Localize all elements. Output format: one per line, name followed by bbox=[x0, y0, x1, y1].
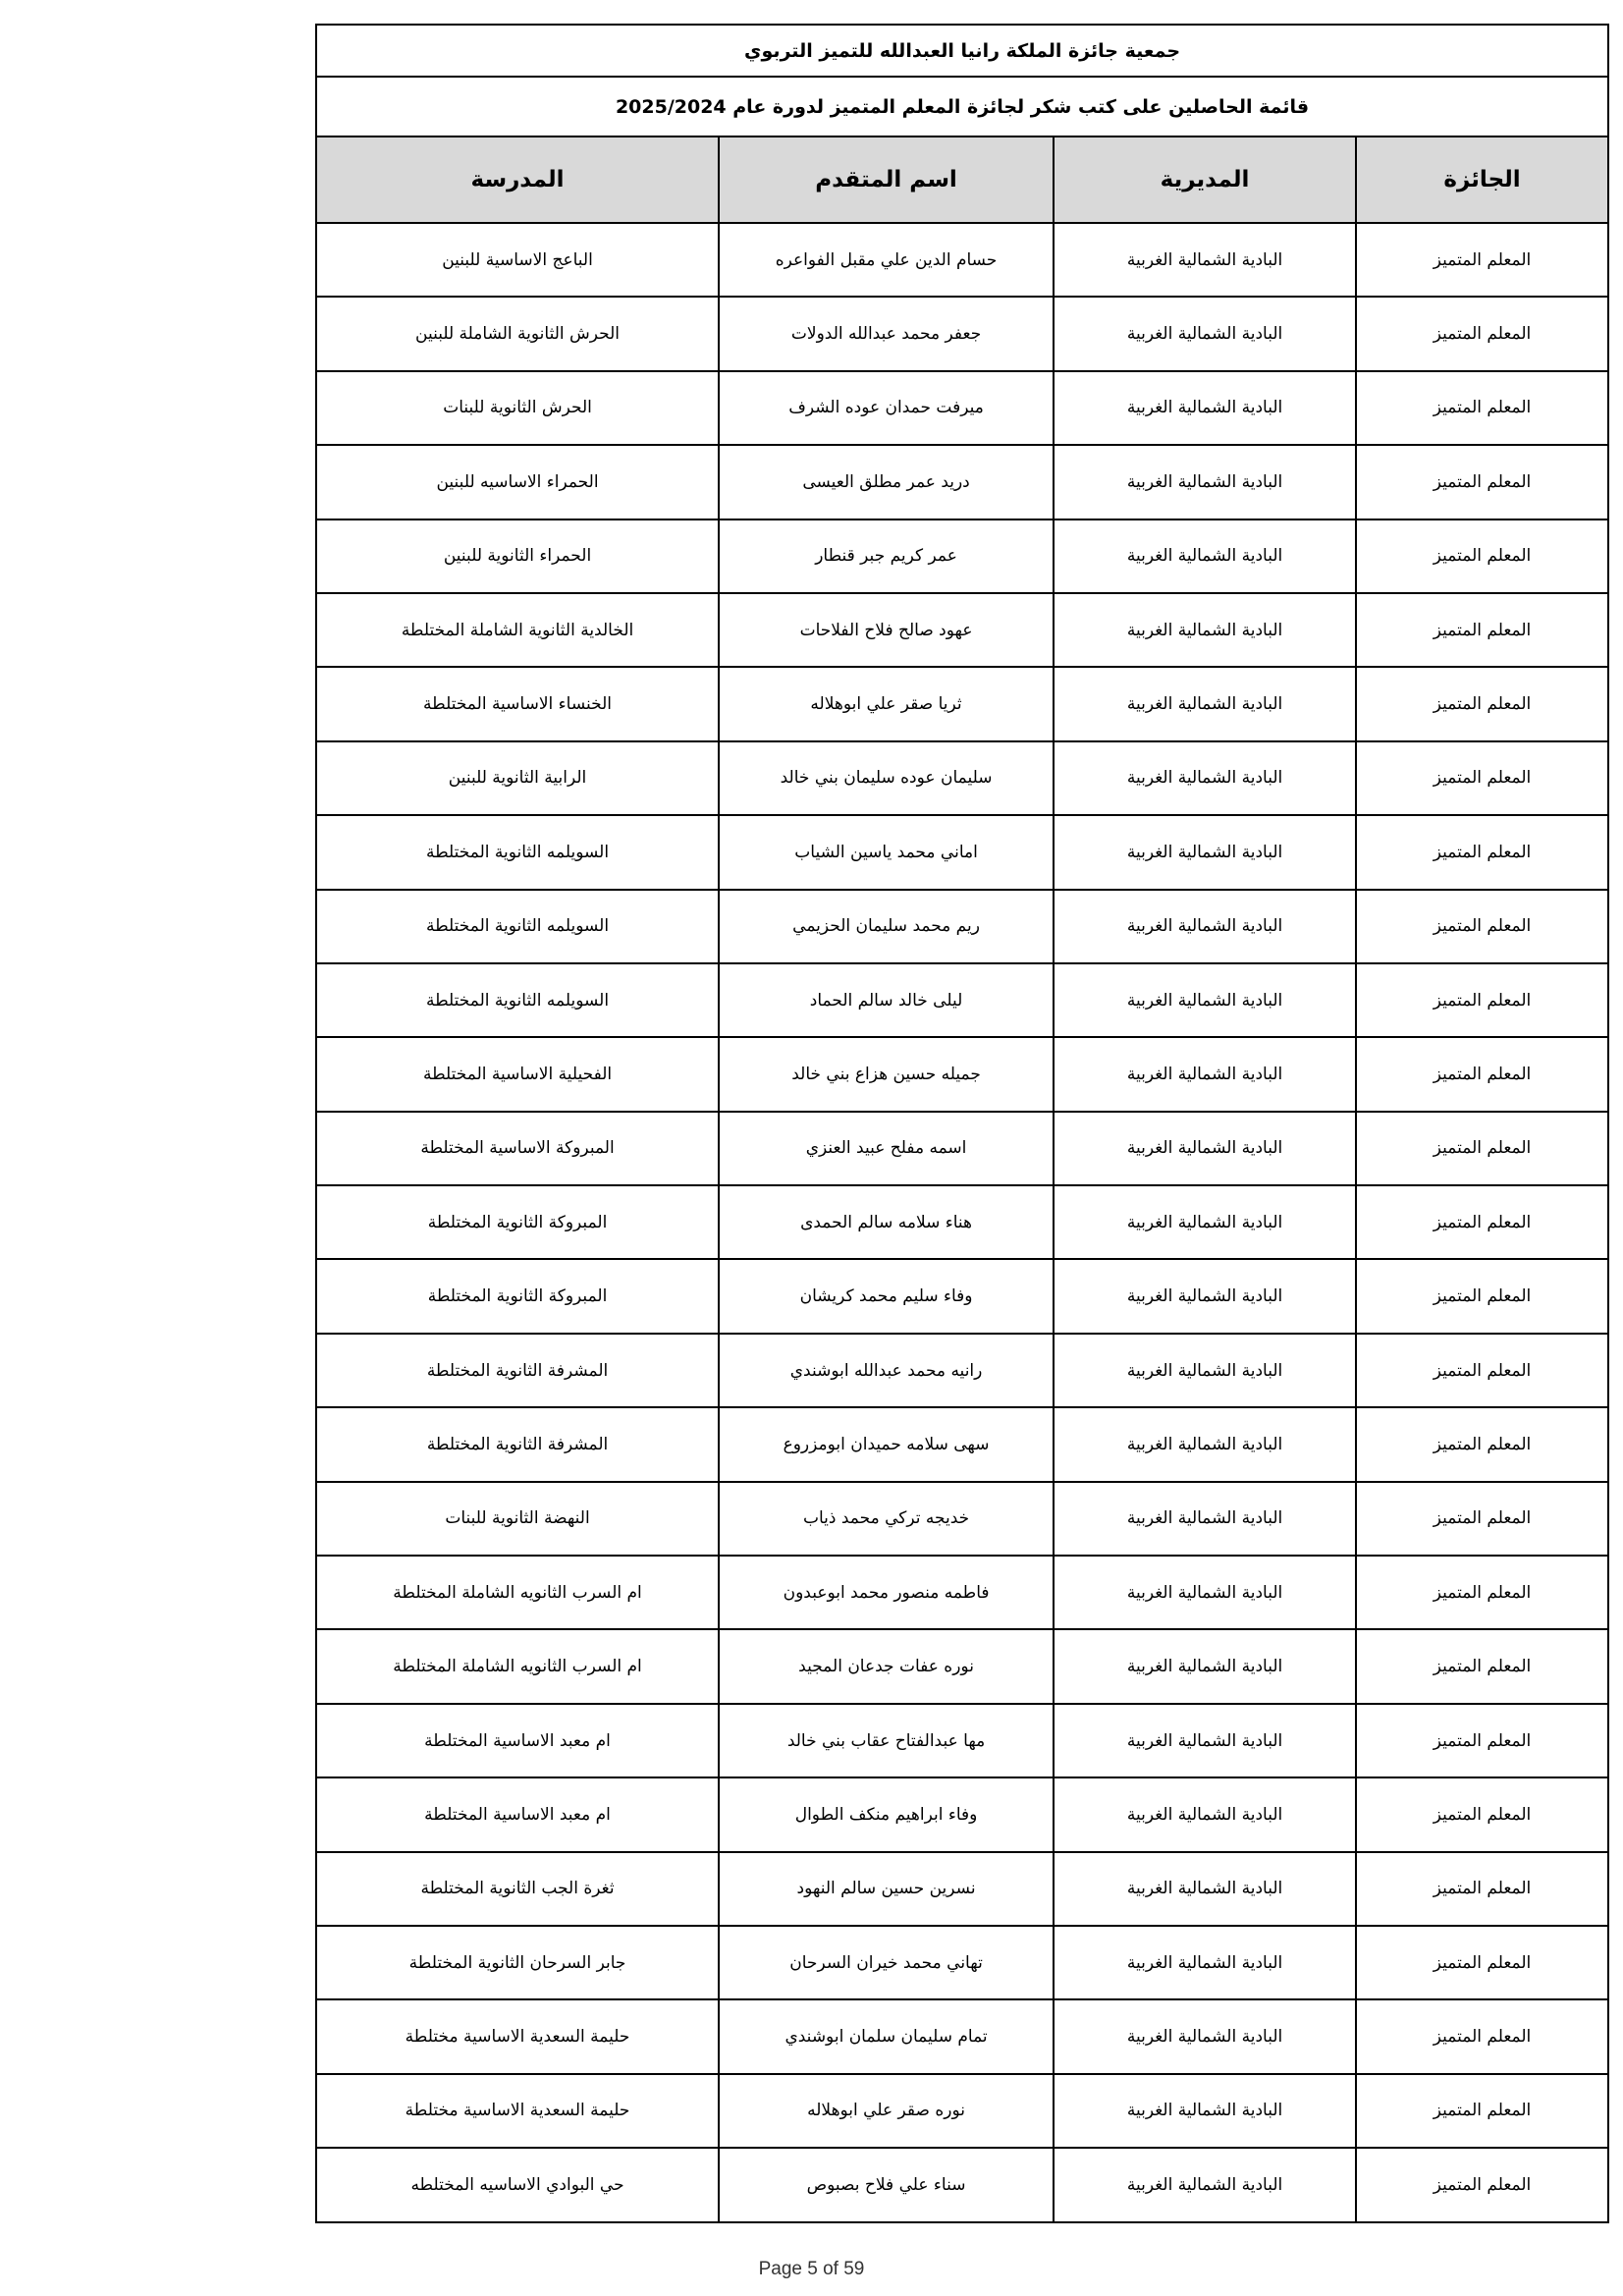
cell-school: ام السرب الثانويه الشاملة المختلطة bbox=[316, 1629, 719, 1703]
cell-school: جابر السرحان الثانوية المختلطة bbox=[316, 1926, 719, 1999]
cell-directorate: البادية الشمالية الغربية bbox=[1054, 741, 1356, 815]
cell-school: المبروكة الثانوية المختلطة bbox=[316, 1185, 719, 1259]
table-row bbox=[316, 1556, 1608, 1629]
cell-award: المعلم المتميز bbox=[1356, 371, 1608, 445]
cell-school: الفحيلية الاساسية المختلطة bbox=[316, 1037, 719, 1111]
column-header-award: الجائزة bbox=[1356, 137, 1608, 223]
cell-school: النهضة الثانوية للبنات bbox=[316, 1482, 719, 1556]
cell-school: الخنساء الاساسية المختلطة bbox=[316, 667, 719, 740]
cell-directorate: البادية الشمالية الغربية bbox=[1054, 1999, 1356, 2073]
cell-award: المعلم المتميز bbox=[1356, 2074, 1608, 2148]
cell-directorate: البادية الشمالية الغربية bbox=[1054, 2074, 1356, 2148]
cell-applicant: حسام الدين علي مقبل الفواعره bbox=[719, 223, 1054, 297]
cell-applicant: وفاء سليم محمد كريشان bbox=[719, 1259, 1054, 1333]
document-title: جمعية جائزة الملكة رانيا العبدالله للتميز التربوي bbox=[316, 25, 1608, 77]
table-row bbox=[316, 1999, 1608, 2073]
cell-school: المشرفة الثانوية المختلطة bbox=[316, 1407, 719, 1481]
cell-directorate: البادية الشمالية الغربية bbox=[1054, 1185, 1356, 1259]
page-number: Page 5 of 59 bbox=[758, 2259, 865, 2279]
table-row bbox=[316, 1407, 1608, 1481]
table-row bbox=[316, 593, 1608, 667]
cell-award: المعلم المتميز bbox=[1356, 297, 1608, 370]
cell-applicant: نوره عفات جدعان المجيد bbox=[719, 1629, 1054, 1703]
table-row bbox=[316, 371, 1608, 445]
cell-award: المعلم المتميز bbox=[1356, 1185, 1608, 1259]
column-header-school: المدرسة bbox=[316, 137, 719, 223]
table-row bbox=[316, 1926, 1608, 1999]
cell-applicant: ميرفت حمدان عوده الشرف bbox=[719, 371, 1054, 445]
cell-award: المعلم المتميز bbox=[1356, 1777, 1608, 1851]
cell-applicant: ريم محمد سليمان الحزيمي bbox=[719, 890, 1054, 963]
cell-award: المعلم المتميز bbox=[1356, 445, 1608, 519]
table-row bbox=[316, 1777, 1608, 1851]
column-header-row bbox=[316, 137, 1608, 223]
table-row bbox=[316, 519, 1608, 593]
cell-school: الحرش الثانوية الشاملة للبنين bbox=[316, 297, 719, 370]
cell-award: المعلم المتميز bbox=[1356, 2148, 1608, 2221]
cell-directorate: البادية الشمالية الغربية bbox=[1054, 667, 1356, 740]
cell-applicant: نسرين حسين سالم النهود bbox=[719, 1852, 1054, 1926]
cell-school: ثغرة الجب الثانوية المختلطة bbox=[316, 1852, 719, 1926]
table-row bbox=[316, 890, 1608, 963]
cell-award: المعلم المتميز bbox=[1356, 1852, 1608, 1926]
table-row bbox=[316, 963, 1608, 1037]
cell-award: المعلم المتميز bbox=[1356, 1037, 1608, 1111]
table-row bbox=[316, 1852, 1608, 1926]
cell-applicant: وفاء ابراهيم منكف الطوال bbox=[719, 1777, 1054, 1851]
cell-applicant: جميله حسين هزاع بني خالد bbox=[719, 1037, 1054, 1111]
cell-award: المعلم المتميز bbox=[1356, 1112, 1608, 1185]
cell-directorate: البادية الشمالية الغربية bbox=[1054, 963, 1356, 1037]
cell-applicant: اماني محمد ياسين الشياب bbox=[719, 815, 1054, 889]
table-row bbox=[316, 1185, 1608, 1259]
cell-applicant: تهاني محمد خيران السرحان bbox=[719, 1926, 1054, 1999]
cell-directorate: البادية الشمالية الغربية bbox=[1054, 1556, 1356, 1629]
cell-directorate: البادية الشمالية الغربية bbox=[1054, 593, 1356, 667]
table-row bbox=[316, 2148, 1608, 2221]
cell-award: المعلم المتميز bbox=[1356, 1334, 1608, 1407]
cell-award: المعلم المتميز bbox=[1356, 223, 1608, 297]
cell-school: السويلمه الثانوية المختلطة bbox=[316, 890, 719, 963]
cell-school: ام السرب الثانويه الشاملة المختلطة bbox=[316, 1556, 719, 1629]
cell-applicant: جعفر محمد عبدالله الدولات bbox=[719, 297, 1054, 370]
cell-applicant: سناء علي فلاح بصبوص bbox=[719, 2148, 1054, 2221]
cell-school: حليمة السعدية الاساسية مختلطة bbox=[316, 1999, 719, 2073]
cell-award: المعلم المتميز bbox=[1356, 1926, 1608, 1999]
cell-school: المشرفة الثانوية المختلطة bbox=[316, 1334, 719, 1407]
cell-award: المعلم المتميز bbox=[1356, 963, 1608, 1037]
cell-award: المعلم المتميز bbox=[1356, 1999, 1608, 2073]
cell-applicant: عمر كريم جبر قنطار bbox=[719, 519, 1054, 593]
cell-award: المعلم المتميز bbox=[1356, 1482, 1608, 1556]
cell-school: السويلمه الثانوية المختلطة bbox=[316, 963, 719, 1037]
cell-directorate: البادية الشمالية الغربية bbox=[1054, 1112, 1356, 1185]
cell-applicant: ثريا صقر علي ابوهلاله bbox=[719, 667, 1054, 740]
cell-applicant: مها عبدالفتاح عقاب بني خالد bbox=[719, 1704, 1054, 1777]
table-row bbox=[316, 1037, 1608, 1111]
table-row bbox=[316, 445, 1608, 519]
cell-school: السويلمه الثانوية المختلطة bbox=[316, 815, 719, 889]
table-row bbox=[316, 1259, 1608, 1333]
table-row bbox=[316, 1704, 1608, 1777]
cell-applicant: خديجه تركي محمد ذياب bbox=[719, 1482, 1054, 1556]
cell-school: المبروكة الثانوية المختلطة bbox=[316, 1259, 719, 1333]
table-row bbox=[316, 1629, 1608, 1703]
cell-award: المعلم المتميز bbox=[1356, 741, 1608, 815]
cell-directorate: البادية الشمالية الغربية bbox=[1054, 445, 1356, 519]
cell-directorate: البادية الشمالية الغربية bbox=[1054, 519, 1356, 593]
cell-directorate: البادية الشمالية الغربية bbox=[1054, 1259, 1356, 1333]
cell-applicant: سهى سلامه حميدان ابومزروع bbox=[719, 1407, 1054, 1481]
cell-school: الباعج الاساسية للبنين bbox=[316, 223, 719, 297]
cell-award: المعلم المتميز bbox=[1356, 519, 1608, 593]
cell-directorate: البادية الشمالية الغربية bbox=[1054, 815, 1356, 889]
cell-applicant: دريد عمر مطلق العيسى bbox=[719, 445, 1054, 519]
column-header-directorate: المديرية bbox=[1054, 137, 1356, 223]
cell-award: المعلم المتميز bbox=[1356, 667, 1608, 740]
cell-applicant: رانيه محمد عبدالله ابوشندي bbox=[719, 1334, 1054, 1407]
cell-award: المعلم المتميز bbox=[1356, 1556, 1608, 1629]
cell-directorate: البادية الشمالية الغربية bbox=[1054, 1926, 1356, 1999]
cell-directorate: البادية الشمالية الغربية bbox=[1054, 1852, 1356, 1926]
subtitle-row bbox=[316, 77, 1608, 137]
cell-award: المعلم المتميز bbox=[1356, 1629, 1608, 1703]
awardees-table bbox=[315, 24, 1609, 2223]
table-row bbox=[316, 1112, 1608, 1185]
cell-school: الخالدية الثانوية الشاملة المختلطة bbox=[316, 593, 719, 667]
table-body bbox=[316, 223, 1608, 2222]
table-row bbox=[316, 667, 1608, 740]
table-row bbox=[316, 815, 1608, 889]
cell-award: المعلم المتميز bbox=[1356, 593, 1608, 667]
cell-school: حليمة السعدية الاساسية مختلطة bbox=[316, 2074, 719, 2148]
cell-applicant: ليلى خالد سالم الحماد bbox=[719, 963, 1054, 1037]
table-row bbox=[316, 1334, 1608, 1407]
cell-award: المعلم المتميز bbox=[1356, 890, 1608, 963]
cell-school: ام معبد الاساسية المختلطة bbox=[316, 1777, 719, 1851]
table-row bbox=[316, 2074, 1608, 2148]
cell-school: الحرش الثانوية للبنات bbox=[316, 371, 719, 445]
table-row bbox=[316, 297, 1608, 370]
title-row bbox=[316, 25, 1608, 77]
cell-applicant: تمام سليمان سلمان ابوشندي bbox=[719, 1999, 1054, 2073]
cell-directorate: البادية الشمالية الغربية bbox=[1054, 2148, 1356, 2221]
cell-directorate: البادية الشمالية الغربية bbox=[1054, 1629, 1356, 1703]
cell-directorate: البادية الشمالية الغربية bbox=[1054, 1704, 1356, 1777]
cell-school: ام معبد الاساسية المختلطة bbox=[316, 1704, 719, 1777]
cell-school: حي البوادي الاساسيه المختلطه bbox=[316, 2148, 719, 2221]
cell-school: الحمراء الاساسيه للبنين bbox=[316, 445, 719, 519]
cell-award: المعلم المتميز bbox=[1356, 1704, 1608, 1777]
cell-directorate: البادية الشمالية الغربية bbox=[1054, 1037, 1356, 1111]
cell-school: الحمراء الثانوية للبنين bbox=[316, 519, 719, 593]
cell-applicant: اسمه مفلح عبيد العنزي bbox=[719, 1112, 1054, 1185]
table-row bbox=[316, 223, 1608, 297]
table-row bbox=[316, 741, 1608, 815]
cell-award: المعلم المتميز bbox=[1356, 1259, 1608, 1333]
cell-applicant: هناء سلامه سالم الحمدى bbox=[719, 1185, 1054, 1259]
cell-directorate: البادية الشمالية الغربية bbox=[1054, 223, 1356, 297]
cell-directorate: البادية الشمالية الغربية bbox=[1054, 890, 1356, 963]
cell-award: المعلم المتميز bbox=[1356, 815, 1608, 889]
cell-applicant: فاطمه منصور محمد ابوعبدون bbox=[719, 1556, 1054, 1629]
cell-school: المبروكة الاساسية المختلطة bbox=[316, 1112, 719, 1185]
cell-directorate: البادية الشمالية الغربية bbox=[1054, 1482, 1356, 1556]
table-row bbox=[316, 1482, 1608, 1556]
cell-school: الرابية الثانوية للبنين bbox=[316, 741, 719, 815]
cell-directorate: البادية الشمالية الغربية bbox=[1054, 1777, 1356, 1851]
cell-applicant: نوره صقر علي ابوهلاله bbox=[719, 2074, 1054, 2148]
cell-award: المعلم المتميز bbox=[1356, 1407, 1608, 1481]
column-header-applicant: اسم المتقدم bbox=[719, 137, 1054, 223]
cell-directorate: البادية الشمالية الغربية bbox=[1054, 371, 1356, 445]
cell-applicant: سليمان عوده سليمان بني خالد bbox=[719, 741, 1054, 815]
cell-directorate: البادية الشمالية الغربية bbox=[1054, 1407, 1356, 1481]
cell-directorate: البادية الشمالية الغربية bbox=[1054, 1334, 1356, 1407]
document-subtitle: قائمة الحاصلين على كتب شكر لجائزة المعلم المتميز لدورة عام 2025/2024 bbox=[316, 77, 1608, 137]
cell-directorate: البادية الشمالية الغربية bbox=[1054, 297, 1356, 370]
cell-applicant: عهود صالح فلاح الفلاحات bbox=[719, 593, 1054, 667]
